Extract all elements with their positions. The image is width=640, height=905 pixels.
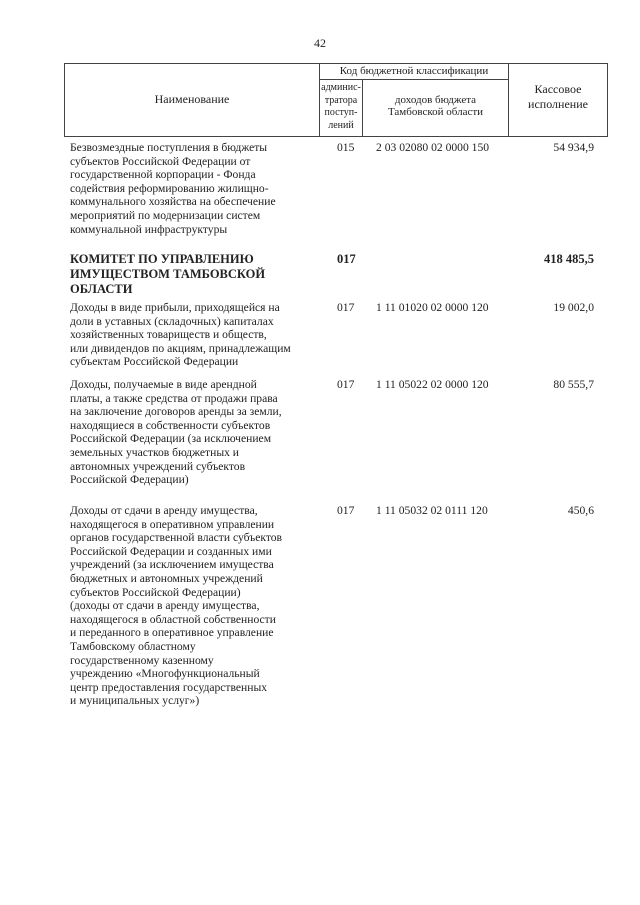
header-admin: админис- тратора поступ- лений [321,82,361,131]
row-amount: 80 555,7 [553,378,594,391]
header-divider-code [319,79,508,80]
header-border-top [64,63,608,64]
row-amount: 19 002,0 [553,301,594,314]
header-name: Наименование [154,92,230,106]
row-revenue-code: 2 03 02080 02 0000 150 [376,141,490,154]
page-number: 42 [314,36,326,50]
row-name: Доходы в виде прибыли, приходящейся на доли в уставных (складочных) капиталах хозяйственных товариществ и обществ, или дивидендов по акциям, принадлежащим субъектам Российской Федерации [70,301,291,369]
row-revenue-code: 1 11 05022 02 0000 120 [376,378,489,391]
header-execution: Кассовое исполнение [528,82,588,111]
row-admin-code: 017 [337,252,356,266]
row-admin-code: 017 [337,504,355,517]
row-name: Доходы, получаемые в виде арендной платы, а также средства от продажи права на заключение договоров аренды за земли, находящиеся в собственности субъектов Российской Федерации (за исключением земельных участков бюджетных и автономных учреждений субъектов Российской Федерации) [70,378,282,487]
header-border-right [607,63,608,137]
row-admin-code: 017 [337,301,355,314]
header-border-bottom [64,136,608,137]
row-amount: 450,6 [567,504,594,517]
row-name: Безвозмездные поступления в бюджеты субъектов Российской Федерации от государственной корпорации - Фонда содействия реформированию жилищно- коммунального хозяйства на обеспечение мероприятий по модернизации систем коммунальной инфраструктуры [70,141,276,236]
row-revenue-code: 1 11 05032 02 0111 120 [376,504,488,517]
row-admin-code: 017 [337,378,355,391]
header-budget-code: Код бюджетной классификации [339,65,489,77]
row-amount: 54 934,9 [553,141,594,154]
row-admin-code: 015 [337,141,355,154]
row-amount: 418 485,5 [544,252,594,266]
row-name: Доходы от сдачи в аренду имущества, находящегося в оперативном управлении органов государственной власти субъектов Российской Федерации и созданных ими учреждений (за исключением имущества бюджетных и автономных учреждений субъектов Российской Федерации) (доходы от сдачи в аренду имущества, находящегося в областной собственности и переданного в оперативное управление Тамбовскому областному государственному казенному учреждению «Многофункциональный центр предоставления государственных и муниципальных услуг») [70,504,283,708]
row-revenue-code: 1 11 01020 02 0000 120 [376,301,489,314]
row-name: КОМИТЕТ ПО УПРАВЛЕНИЮ ИМУЩЕСТВОМ ТАМБОВСКОЙ ОБЛАСТИ [70,252,266,296]
header-revenue: доходов бюджета Тамбовской области [387,94,484,118]
